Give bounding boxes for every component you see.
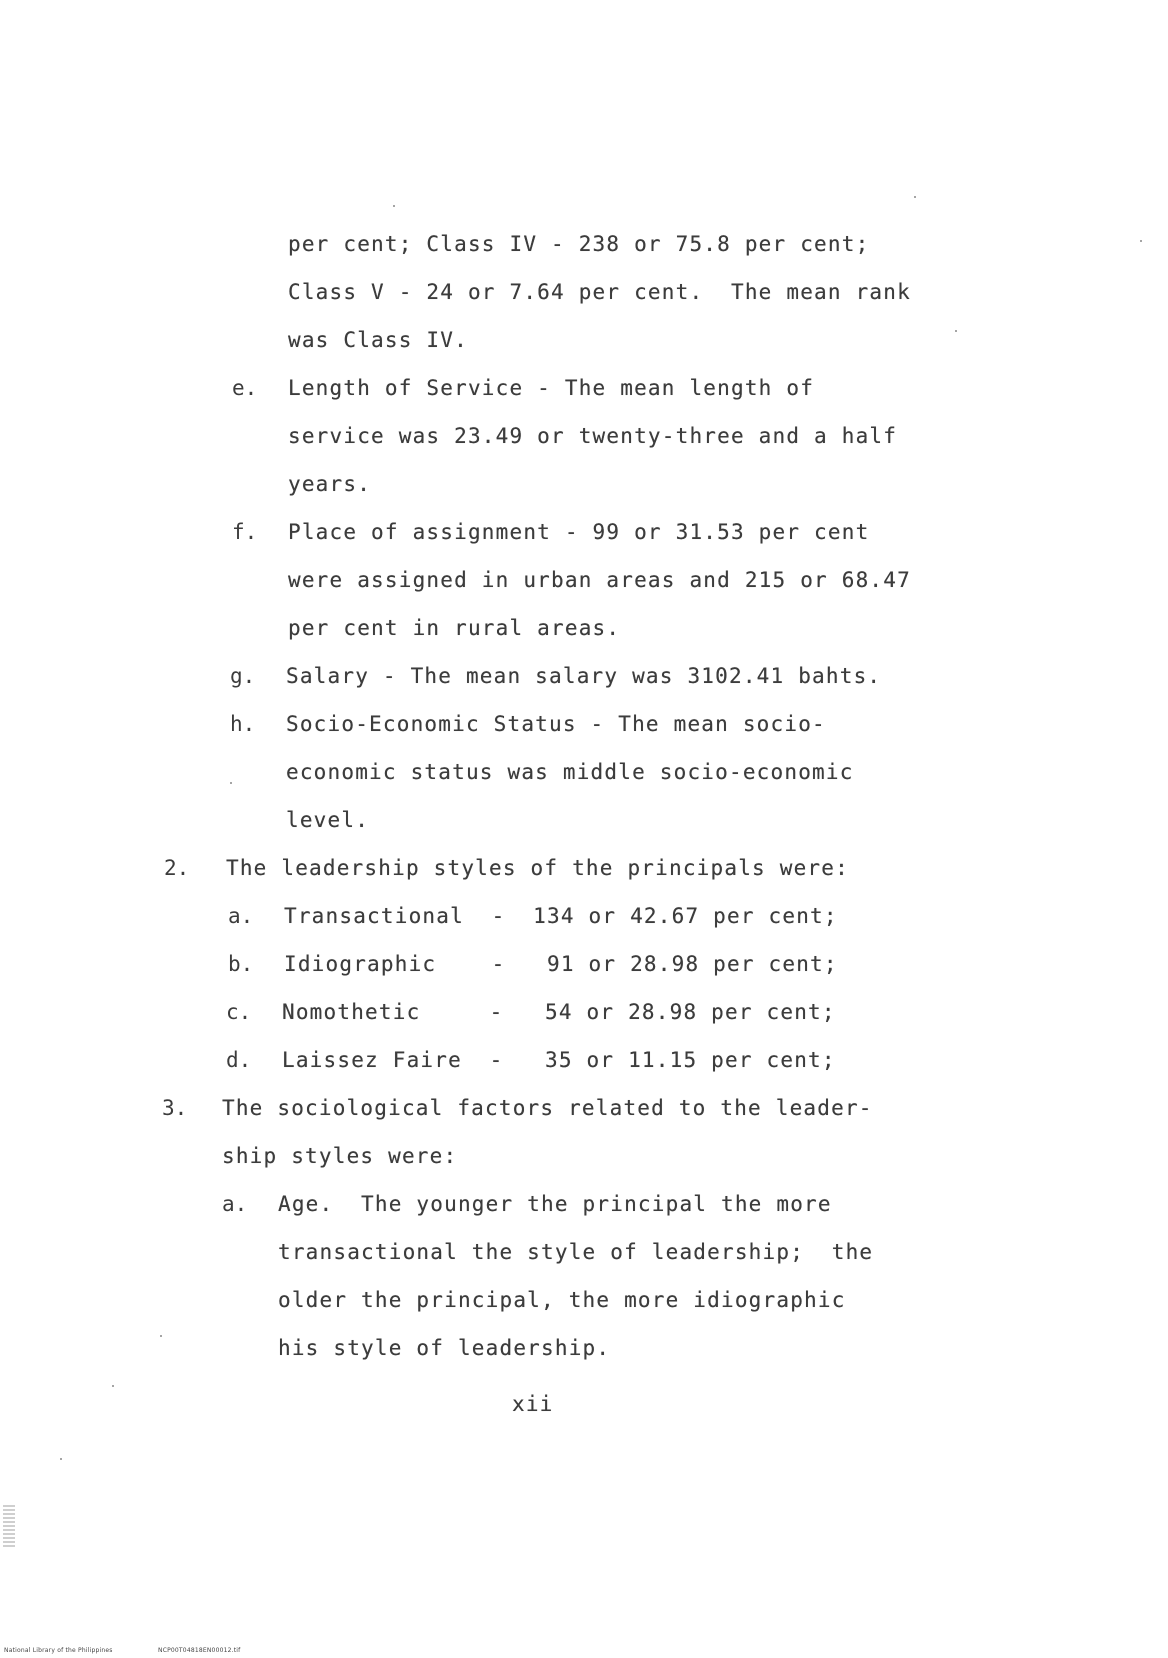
- scan-edge-mark: [3, 1505, 15, 1547]
- list-marker: e.: [232, 376, 258, 400]
- text-line: Idiographic - 91 or 28.98 per cent;: [284, 952, 838, 976]
- scan-speck: [160, 1335, 162, 1337]
- list-marker: g.: [230, 664, 256, 688]
- text-line: per cent in rural areas.: [288, 616, 621, 640]
- list-marker: 2.: [164, 856, 190, 880]
- text-line: Age. The younger the principal the more: [278, 1192, 832, 1216]
- text-line: was Class IV.: [288, 328, 468, 352]
- list-marker: a.: [228, 904, 254, 928]
- text-line: Length of Service - The mean length of: [288, 376, 815, 400]
- text-line: Laissez Faire - 35 or 11.15 per cent;: [282, 1048, 836, 1072]
- text-line: Nomothetic - 54 or 28.98 per cent;: [282, 1000, 836, 1024]
- list-marker: f.: [232, 520, 258, 544]
- scan-speck: [955, 330, 957, 332]
- text-line: Transactional - 134 or 42.67 per cent;: [284, 904, 838, 928]
- footer-file-id: NCP00T04818EN00012.tif: [158, 1647, 241, 1654]
- text-line: per cent; Class IV - 238 or 75.8 per cent;: [288, 232, 870, 256]
- list-marker: h.: [230, 712, 256, 736]
- list-marker: b.: [228, 952, 254, 976]
- text-line: level.: [286, 808, 370, 832]
- text-line: older the principal, the more idiographic: [278, 1288, 846, 1312]
- scan-speck: [1140, 240, 1142, 242]
- text-line: The leadership styles of the principals were:: [226, 856, 849, 880]
- scan-speck: [914, 196, 916, 198]
- text-line: Class V - 24 or 7.64 per cent. The mean rank: [288, 280, 911, 304]
- list-marker: d.: [226, 1048, 252, 1072]
- text-line: economic status was middle socio-economic: [286, 760, 854, 784]
- text-line: service was 23.49 or twenty-three and a half: [288, 424, 898, 448]
- text-line: The sociological factors related to the leader-: [222, 1096, 873, 1120]
- text-line: were assigned in urban areas and 215 or 68.47: [288, 568, 911, 592]
- text-line: Socio-Economic Status - The mean socio-: [286, 712, 826, 736]
- scan-speck: [230, 782, 232, 784]
- text-line: transactional the style of leadership; the: [278, 1240, 874, 1264]
- scan-speck: [393, 205, 395, 207]
- list-marker: c.: [226, 1000, 252, 1024]
- scan-speck: [112, 1385, 114, 1387]
- text-line: Salary - The mean salary was 3102.41 bahts.: [286, 664, 882, 688]
- footer-library: National Library of the Philippines: [4, 1647, 113, 1654]
- text-line: years.: [288, 472, 372, 496]
- scan-speck: [60, 1458, 62, 1460]
- list-marker: a.: [222, 1192, 248, 1216]
- page-number: xii: [512, 1392, 554, 1416]
- text-line: Place of assignment - 99 or 31.53 per cent: [288, 520, 870, 544]
- text-line: ship styles were:: [222, 1144, 458, 1168]
- list-marker: 3.: [162, 1096, 188, 1120]
- text-line: his style of leadership.: [278, 1336, 611, 1360]
